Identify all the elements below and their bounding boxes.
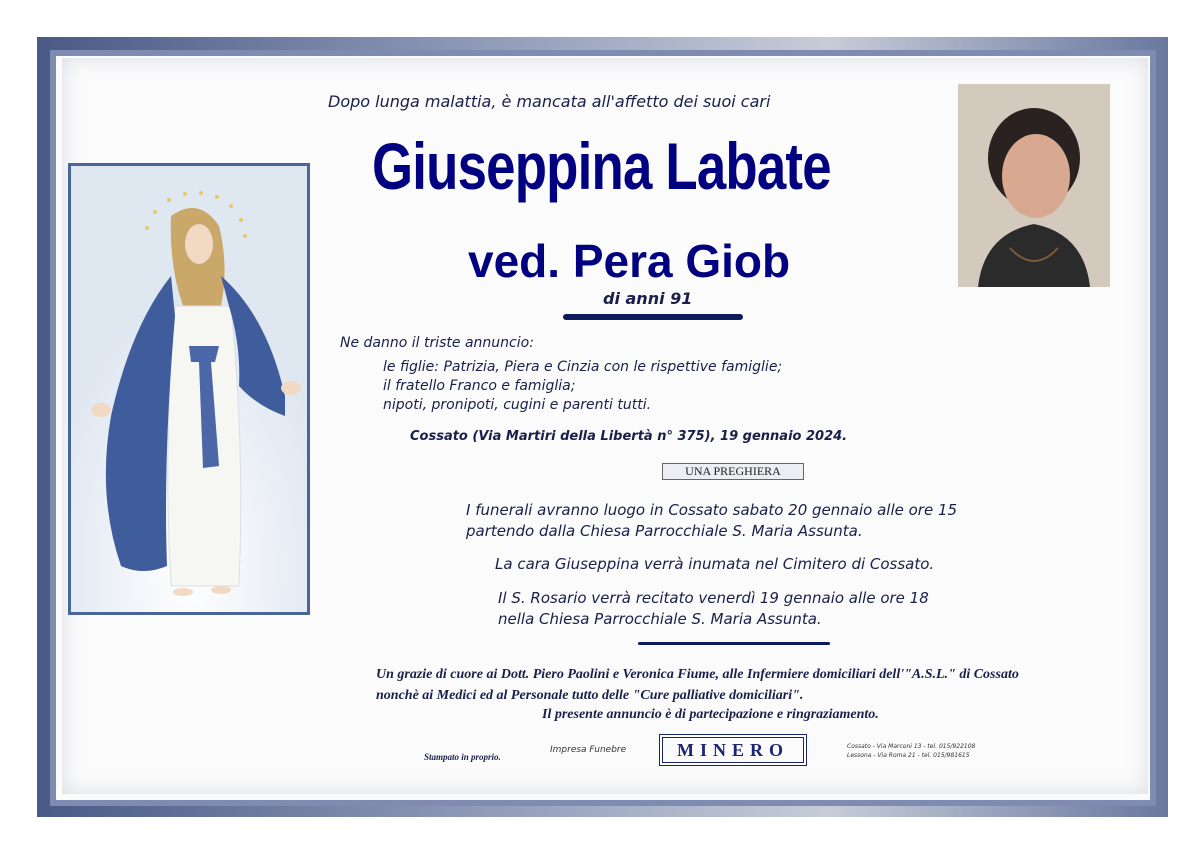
address-line: Cossato - Via Marconi 13 - tel. 015/922108 xyxy=(847,743,976,750)
mourner-line: il fratello Franco e famiglia; xyxy=(383,378,576,394)
thanks-line: Un grazie di cuore ai Dott. Piero Paolini e Veronica Fiume, alle Infermiere domiciliari dell'"A.S.L." di Cossato xyxy=(376,667,1019,682)
address-line: Lessona - Via Roma 21 - tel. 015/981615 xyxy=(847,752,970,759)
funeral-line: partendo dalla Chiesa Parrocchiale S. Maria Assunta. xyxy=(466,522,863,540)
rosary-line: nella Chiesa Parrocchiale S. Maria Assunta. xyxy=(498,610,822,628)
intro-text: Dopo lunga malattia, è mancata all'affetto dei suoi cari xyxy=(328,92,771,111)
deceased-portrait xyxy=(958,84,1110,287)
mourners-list xyxy=(383,358,782,415)
rosary-info xyxy=(498,588,929,630)
participation-text: Il presente annuncio è di partecipazione e ringraziamento. xyxy=(542,707,879,722)
announce-intro: Ne danno il triste annuncio: xyxy=(340,335,534,351)
funeral-info xyxy=(466,500,957,542)
rosary-line: Il S. Rosario verrà recitato venerdì 19 gennaio alle ore 18 xyxy=(498,589,929,607)
divider-top xyxy=(563,314,743,320)
married-name: ved. Pera Giob xyxy=(468,235,791,287)
deceased-name: Giuseppina Labate xyxy=(372,129,831,203)
thanks-text xyxy=(376,664,1019,706)
funeral-line: I funerali avranno luogo in Cossato sabato 20 gennaio alle ore 15 xyxy=(466,501,958,519)
prayer-button[interactable]: UNA PREGHIERA xyxy=(662,463,804,480)
madonna-image xyxy=(68,163,310,615)
place-date: Cossato (Via Martiri della Libertà n° 375), 19 gennaio 2024. xyxy=(410,429,848,444)
agency-logo: MINERO xyxy=(662,737,804,763)
burial-info: La cara Giuseppina verrà inumata nel Cimitero di Cossato. xyxy=(495,555,935,573)
divider-bottom xyxy=(638,642,830,645)
mourner-line: nipoti, pronipoti, cugini e parenti tutti. xyxy=(383,397,652,413)
agency-label: Impresa Funebre xyxy=(550,745,627,755)
mourner-line: le figlie: Patrizia, Piera e Cinzia con le rispettive famiglie; xyxy=(383,359,783,375)
thanks-line: nonchè ai Medici ed al Personale tutto delle "Cure palliative domiciliari". xyxy=(376,688,804,703)
printed-note: Stampato in proprio. xyxy=(424,752,501,762)
age-text: di anni 91 xyxy=(603,289,693,308)
agency-addresses xyxy=(847,742,975,760)
